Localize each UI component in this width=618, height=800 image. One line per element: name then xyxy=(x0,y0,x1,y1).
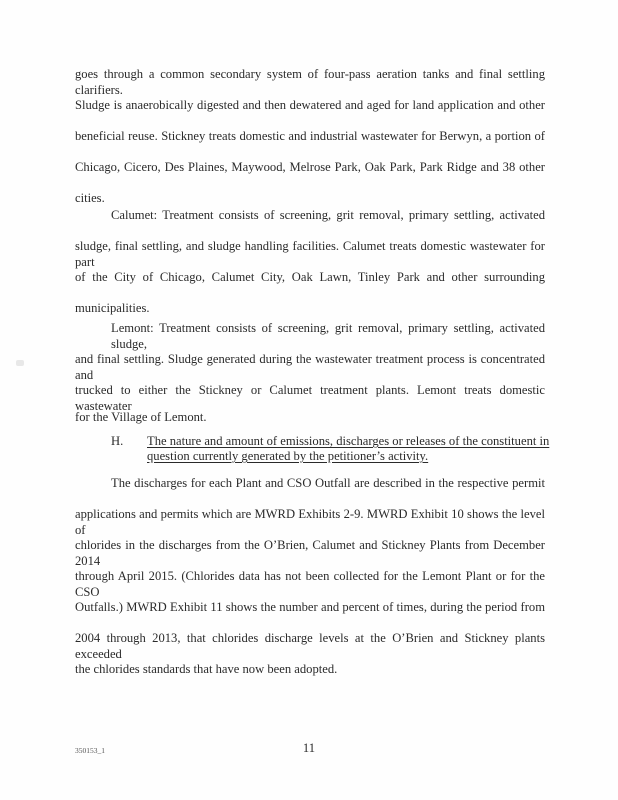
text-line: trucked to either the Stickney or Calumet treatment plants. Lemont treats domestic wastewater xyxy=(75,383,545,413)
text-line: for the Village of Lemont. xyxy=(75,410,207,424)
footer-document-id: 350153_1 xyxy=(75,746,105,755)
text-line: the chlorides standards that have now been adopted. xyxy=(75,662,338,676)
heading-letter: H. xyxy=(111,434,124,448)
scan-artifact xyxy=(16,360,24,366)
text-line: chlorides in the discharges from the O’Brien, Calumet and Stickney Plants from December 2014 xyxy=(75,538,545,568)
text-line: Sludge is anaerobically digested and then dewatered and aged for land application and other xyxy=(75,98,545,112)
text-line: Outfalls.) MWRD Exhibit 11 shows the number and percent of times, during the period from xyxy=(75,600,545,614)
heading-text-line: question currently generated by the petitioner’s activity. xyxy=(147,449,429,463)
text-line: goes through a common secondary system of four-pass aeration tanks and final settling clarifiers. xyxy=(75,67,545,97)
text-line: beneficial reuse. Stickney treats domestic and industrial wastewater for Berwyn, a portion of xyxy=(75,129,545,143)
text-line: Chicago, Cicero, Des Plaines, Maywood, Melrose Park, Oak Park, Park Ridge and 38 other xyxy=(75,160,545,174)
heading-text-line: The nature and amount of emissions, discharges or releases of the constituent in xyxy=(147,434,550,448)
text-line: of the City of Chicago, Calumet City, Oak Lawn, Tinley Park and other surrounding xyxy=(75,270,545,284)
text-line: municipalities. xyxy=(75,301,150,315)
text-line: 2004 through 2013, that chlorides discharge levels at the O’Brien and Stickney plants exceeded xyxy=(75,631,545,661)
page-number: 11 xyxy=(302,741,316,755)
text-line: sludge, final settling, and sludge handling facilities. Calumet treats domestic wastewater for part xyxy=(75,239,545,269)
text-line: cities. xyxy=(75,191,105,205)
text-line: Lemont: Treatment consists of screening, grit removal, primary settling, activated sludge, xyxy=(111,321,545,351)
text-line: The discharges for each Plant and CSO Outfall are described in the respective permit xyxy=(111,476,545,490)
text-line: applications and permits which are MWRD Exhibits 2-9. MWRD Exhibit 10 shows the level of xyxy=(75,507,545,537)
text-line: Calumet: Treatment consists of screening, grit removal, primary settling, activated xyxy=(111,208,545,222)
text-line: through April 2015. (Chlorides data has not been collected for the Lemont Plant or for the CSO xyxy=(75,569,545,599)
text-line: and final settling. Sludge generated during the wastewater treatment process is concentrated and xyxy=(75,352,545,382)
